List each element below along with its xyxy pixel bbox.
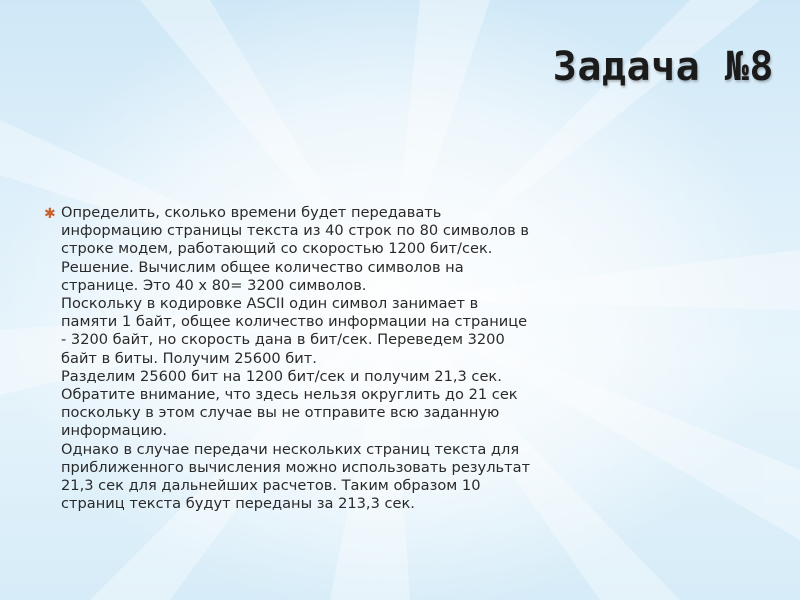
task-text bbox=[61, 204, 644, 513]
text-line: странице. Это 40 х 80= 3200 символов. bbox=[61, 276, 367, 294]
text-line: поскольку в этом случае вы не отправите всю заданную bbox=[61, 404, 500, 422]
text-line: информацию. bbox=[61, 422, 167, 440]
text-line: Обратите внимание, что здесь нельзя округлить до 21 сек bbox=[61, 386, 518, 404]
text-line: - 3200 байт, но скорость дана в бит/сек. Переведем 3200 bbox=[61, 331, 505, 349]
bullet-item bbox=[44, 204, 644, 513]
asterisk-bullet-icon: ✱ bbox=[44, 206, 56, 222]
text-line: приближенного вычисления можно использовать результат bbox=[61, 458, 531, 476]
text-line: строке модем, работающий со скоростью 1200 бит/сек. bbox=[61, 240, 493, 258]
text-line: байт в биты. Получим 25600 бит. bbox=[61, 349, 317, 367]
text-line: информацию страницы текста из 40 строк по 80 символов в bbox=[61, 222, 529, 240]
slide-title: Задача №8 bbox=[552, 44, 774, 90]
text-line: Решение. Вычислим общее количество символов на bbox=[61, 258, 464, 276]
text-line: Определить, сколько времени будет передавать bbox=[61, 204, 442, 221]
text-line: Поскольку в кодировке ASCII один символ занимает в bbox=[61, 295, 479, 313]
text-line: Разделим 25600 бит на 1200 бит/сек и получим 21,3 сек. bbox=[61, 367, 502, 385]
text-line: страниц текста будут переданы за 213,3 сек. bbox=[61, 495, 415, 513]
text-line: 21,3 сек для дальнейших расчетов. Таким образом 10 bbox=[61, 477, 481, 495]
text-line: Однако в случае передачи нескольких страниц текста для bbox=[61, 440, 520, 458]
text-line: памяти 1 байт, общее количество информации на странице bbox=[61, 313, 528, 331]
